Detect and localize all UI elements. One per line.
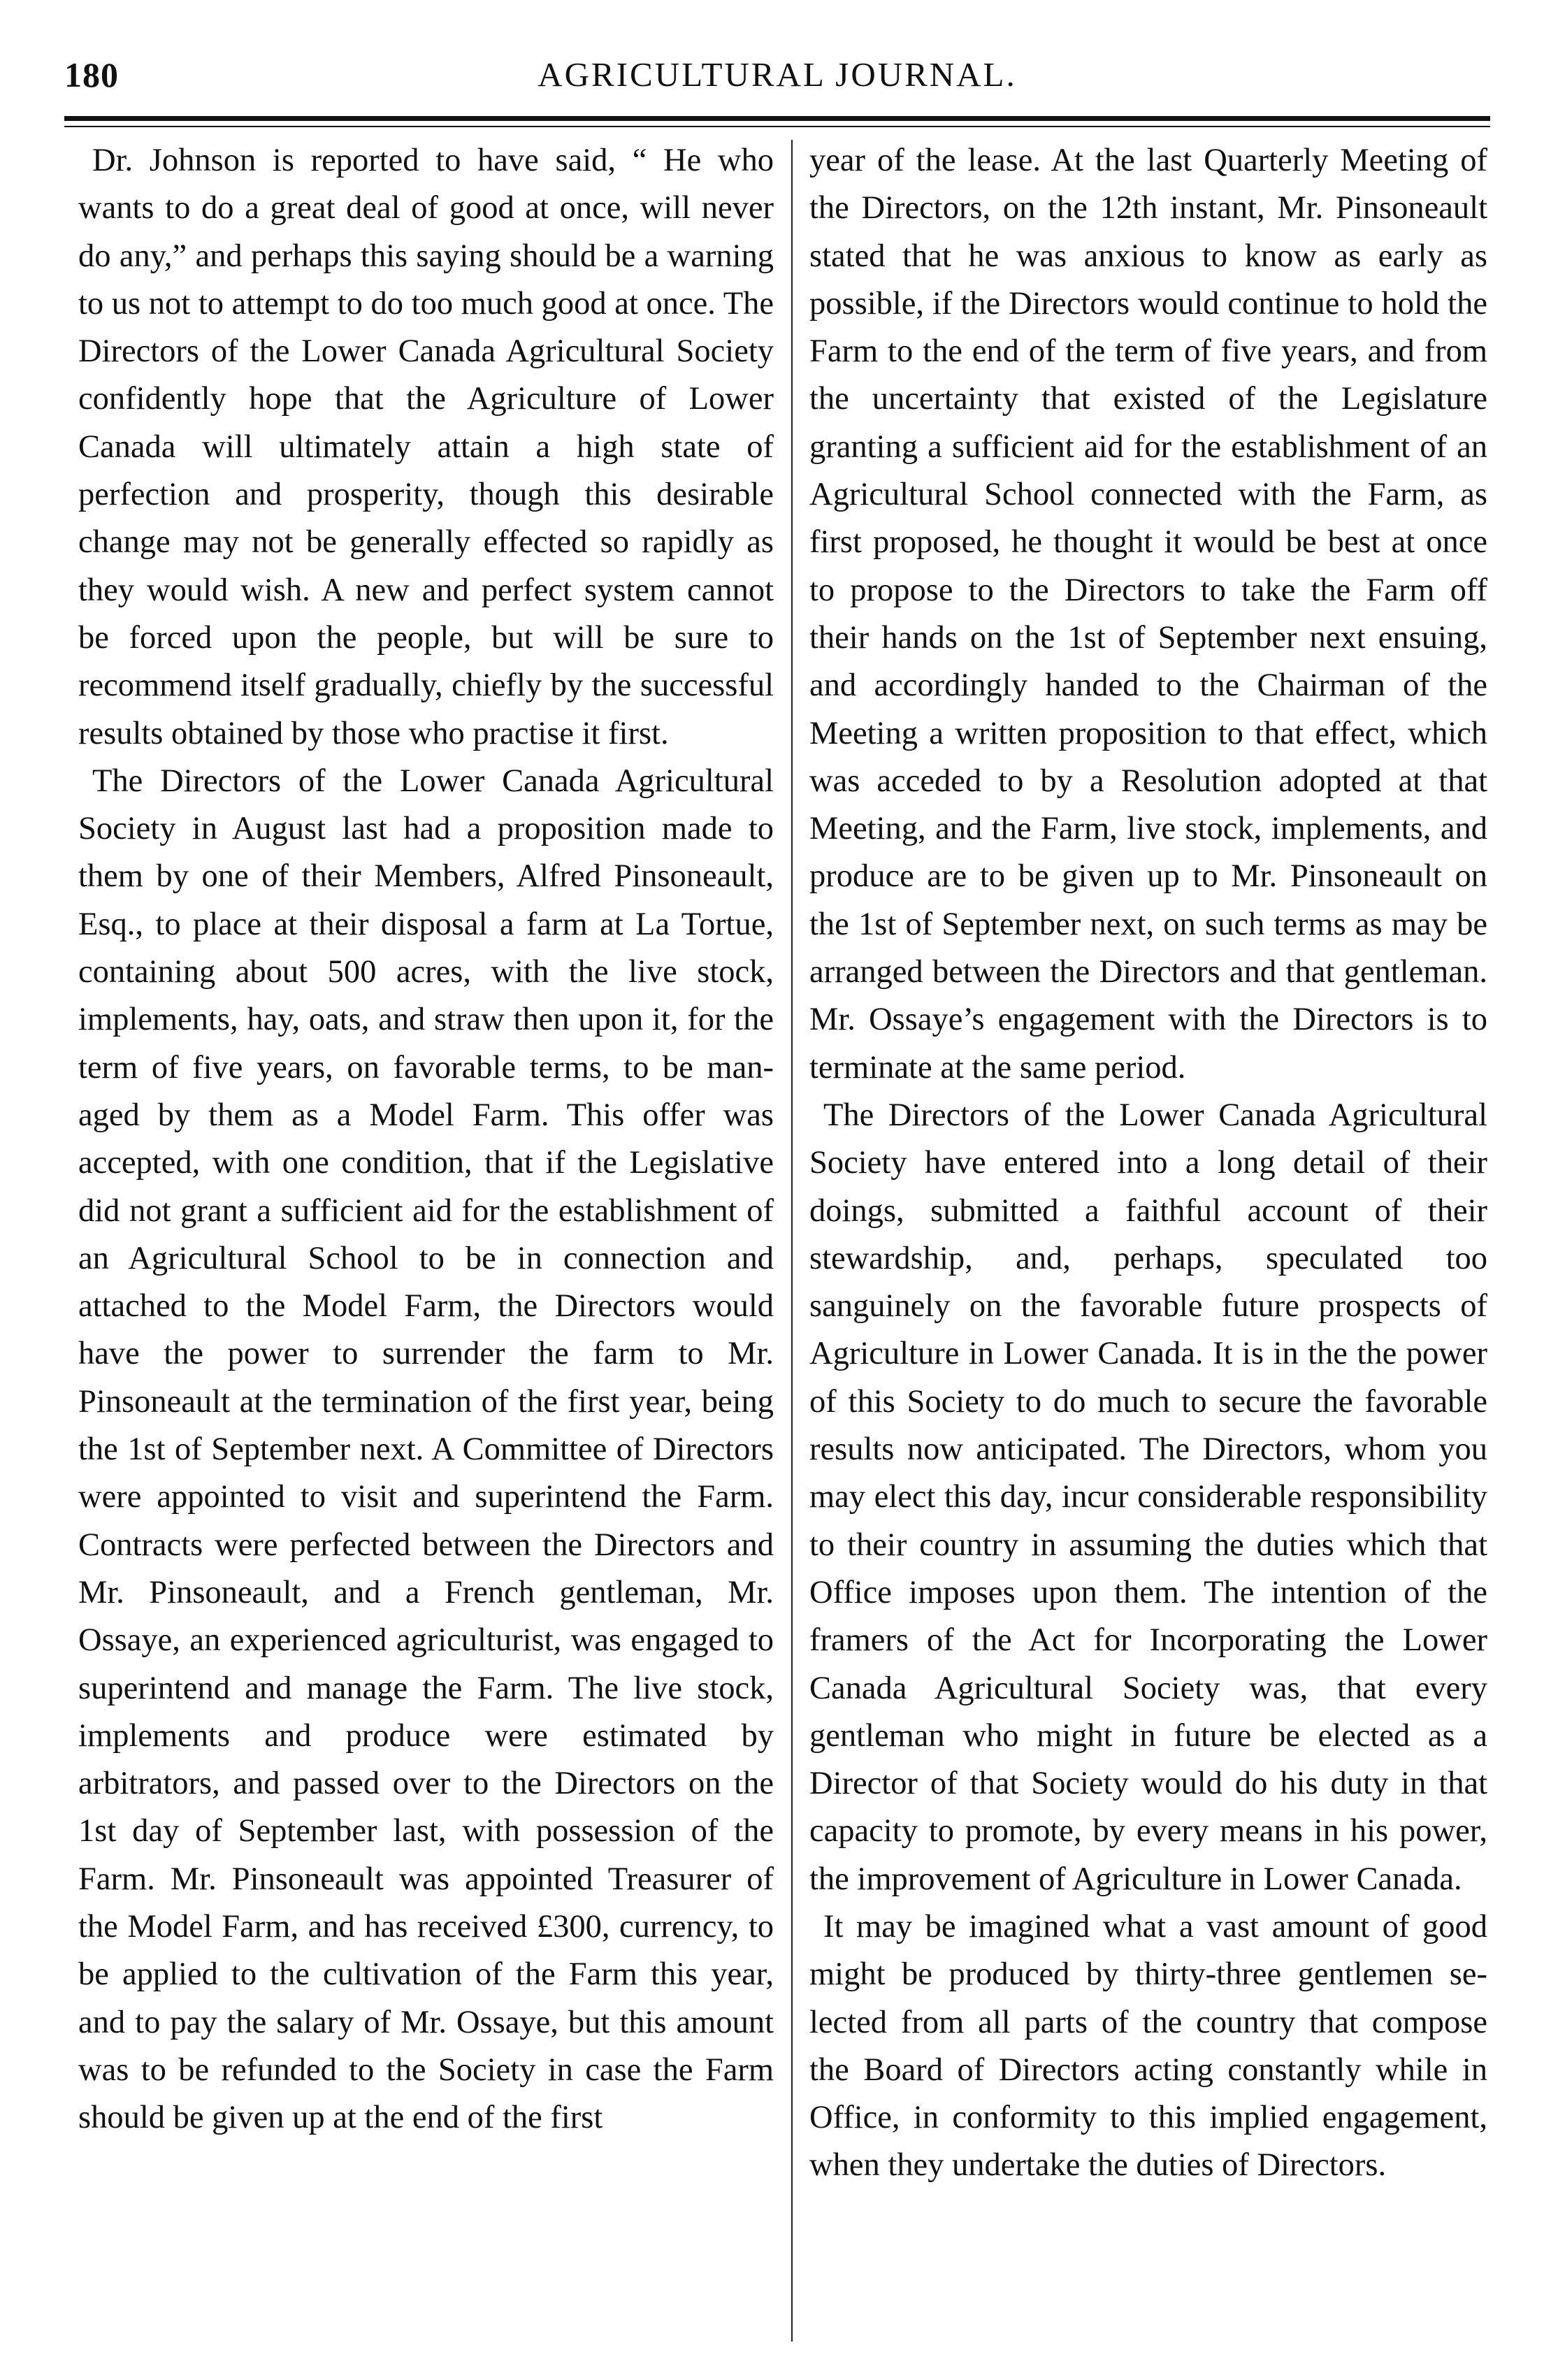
paragraph: Dr. Johnson is reported to have said, “ He who wants to do a great deal of good at once, will never do any,” and perhaps this saying should be a warning to us not to attempt to do too much good at once. The Directors of the Lower Canada Agricultural Society confidently hope that the Agriculture of Lower Canada will ultimately attain a high state of perfection and prosperity, though this desirable change may not be generally effected so rapidly as they would wish. A new and perfect system cannot be forced upon the people, but will be sure to recommend itself gradually, chiefly by the successful results obtained by those who practise it first. (78, 143, 774, 751)
paragraph: The Directors of the Lower Canada Agricultural Society have entered into a long detail of their doings, submitted a faithful account of their stewardship, and, perhaps, speculated too sanguinely on the favorable future prospects of Agriculture in Lower Canada. It is in the the power of this Society to do much to secure the favorable results now anticipated. The Directors, whom you may elect this day, incur considerable responsibility to their country in assuming the duties which that Office imposes upon them. The intention of the framers of the Act for Incorporating the Lower Canada Agricultural Society was, that every gentleman who might in future be elected as a Director of that Society would do his duty in that capacity to promote, by every means in his power, the improvement of Agriculture in Lower Canada. (809, 1097, 1487, 1897)
paragraph: The Directors of the Lower Canada Agricultural Society in August last had a proposition made to them by one of their Members, Alfred Pinsoneault, Esq., to place at their disposal a farm at La Tortue, containing about 500 acres, with the live stock, implements, hay, oats, and straw then upon it, for the term of five years, on favorable terms, to be managed by them as a Model Farm. This offer was accepted, with one condition, that if the Legislative did not grant a sufficient aid for the establishment of an Agricultural School to be in connection and attached to the Model Farm, the Directors would have the power to surrender the farm to Mr. Pinsoneault at the termination of the first year, being the 1st of September next. A Committee of Directors were appointed to visit and superintend the Farm. Contracts were perfected between the Directors and Mr. Pinsoneault, and a French gentleman, Mr. Ossaye, an experienced agriculturist, was engaged to superintend and manage the Farm. The live stock, implements and produce were estimated by arbitrators, and passed over to the Directors on the 1st day of September last, with possession of the Farm. Mr. Pinsoneault was appointed Treasurer of the Model Farm, and has received £300, currency, to be applied to the cultivation of the Farm this year, and to pay the salary of Mr. Ossaye, but this amount was to be refunded to the Society in case the Farm should be given up at the end of the first (78, 763, 774, 2136)
header-rule-thin (64, 126, 1490, 127)
column-divider (791, 140, 793, 2342)
left-column (78, 137, 774, 2339)
paragraph: It may be imagined what a vast amount of good might be produced by thirty-three gentlemen selected from all parts of the country that compose the Board of Directors acting constantly while in Office, in conformity to this implied engagement, when they undertake the duties of Directors. (809, 1908, 1487, 2184)
running-title: AGRICULTURAL JOURNAL. (538, 55, 1017, 94)
right-column (809, 137, 1487, 2339)
page-header (64, 55, 1490, 103)
paragraph-continued: year of the lease. At the last Quarterly Meeting of the Directors, on the 12th instant, Mr. Pinsoneault stated that he was anxious to know as early as possible, if the Directors would continue to hold the Farm to the end of the term of five years, and from the uncertainty that existed of the Legislature granting a sufficient aid for the establishment of an Agricultural School connected with the Farm, as first proposed, he thought it would be best at once to propose to the Directors to take the Farm off their hands on the 1st of September next ensuing, and accordingly handed to the Chairman of the Meeting a written proposition to that effect, which was acceded to by a Resolution adopted at that Meeting, and the Farm, live stock, implements, and produce are to be given up to Mr. Pinsoneault on the 1st of September next, on such terms as may be arranged between the Directors and that gentleman. Mr. Ossaye’s engagement with the Directors is to terminate at the same period. (809, 143, 1487, 1086)
header-rule-thick (64, 116, 1490, 121)
page-number: 180 (64, 55, 119, 94)
